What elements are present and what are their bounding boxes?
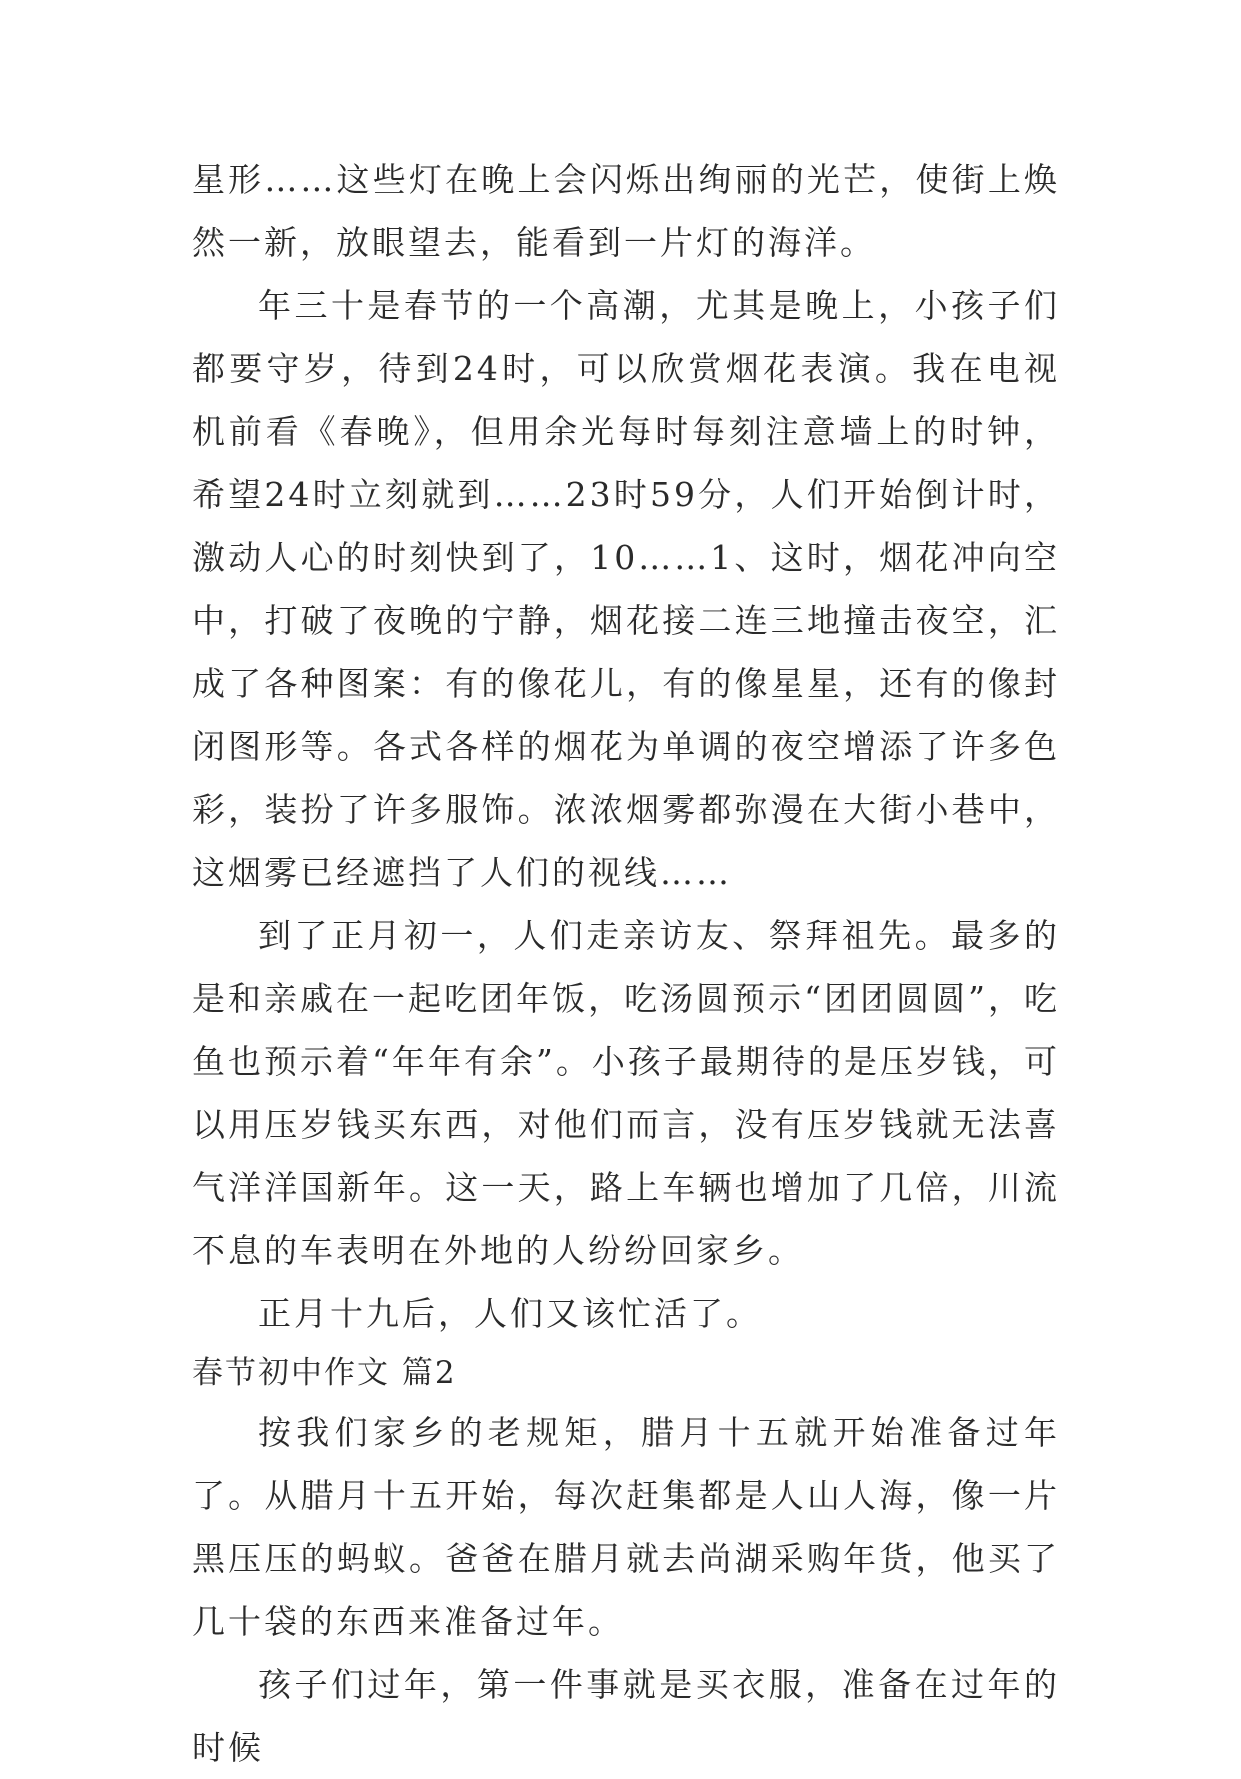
paragraph-1: 星形……这些灯在晚上会闪烁出绚丽的光芒，使街上焕然一新，放眼望去，能看到一片灯的海洋。 xyxy=(192,160,1060,262)
paragraph-4: 正月十九后，人们又该忙活了。 xyxy=(258,1294,762,1333)
document-page xyxy=(192,148,1060,1779)
section-heading: 春节初中作文 篇2 xyxy=(192,1355,457,1391)
paragraph-5: 按我们家乡的老规矩，腊月十五就开始准备过年了。从腊月十五开始，每次赶集都是人山人海，像一片黑压压的蚂蚁。爸爸在腊月就去尚湖采购年货，他买了几十袋的东西来准备过年。 xyxy=(192,1413,1060,1641)
paragraph-6: 孩子们过年，第一件事就是买衣服，准备在过年的时候 xyxy=(192,1665,1060,1767)
paragraph-2: 年三十是春节的一个高潮，尤其是晚上，小孩子们都要守岁，待到24时，可以欣赏烟花表演。我在电视机前看《春晚》，但用余光每时每刻注意墙上的时钟，希望24时立刻就到……23时59分，人们开始倒计时，激动人心的时刻快到了，10……1、这时，烟花冲向空中，打破了夜晚的宁静，烟花接二连三地撞击夜空，汇成了各种图案：有的像花儿，有的像星星，还有的像封闭图形等。各式各样的烟花为单调的夜空增添了许多色彩，装扮了许多服饰。浓浓烟雾都弥漫在大街小巷中，这烟雾已经遮挡了人们的视线…… xyxy=(192,286,1060,892)
paragraph-3: 到了正月初一，人们走亲访友、祭拜祖先。最多的是和亲戚在一起吃团年饭，吃汤圆预示“团团圆圆”，吃鱼也预示着“年年有余”。小孩子最期待的是压岁钱，可以用压岁钱买东西，对他们而言，没有压岁钱就无法喜气洋洋国新年。这一天，路上车辆也增加了几倍，川流不息的车表明在外地的人纷纷回家乡。 xyxy=(192,916,1060,1270)
